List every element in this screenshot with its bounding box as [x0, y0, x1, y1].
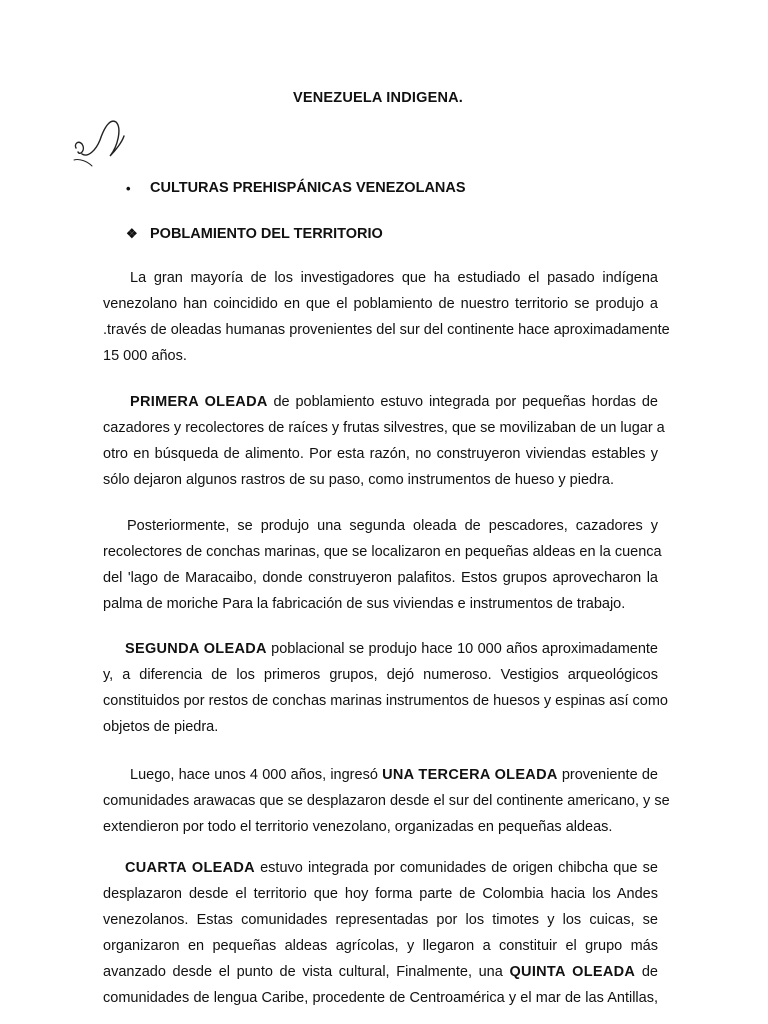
text-line: extendieron por todo el territorio venezolano, organizadas en pequeñas aldeas.	[103, 819, 613, 835]
text-span: de poblamiento estuvo integrada por pequeñas hordas de	[267, 394, 658, 410]
section-heading-text: POBLAMIENTO DEL TERRITORIO	[150, 226, 383, 242]
term-primera-oleada: PRIMERA OLEADA	[130, 394, 268, 410]
text-line: del 'lago de Maracaibo, donde construyeron palafitos. Estos grupos aprovecharon la	[103, 570, 658, 586]
bullet-dot-icon: •	[126, 180, 131, 196]
bullet-heading	[126, 180, 466, 196]
text-line	[103, 762, 658, 788]
text-line: objetos de piedra.	[103, 719, 219, 735]
four-diamond-bullet-icon: ❖	[126, 226, 138, 241]
text-line	[103, 389, 658, 415]
text-line: comunidades arawacas que se desplazaron desde el sur del continente americano, y se	[103, 793, 670, 809]
text-line: organizaron en pequeñas aldeas agrícolas, y llegaron a constituir el grupo más	[103, 938, 658, 954]
text-line: otro en búsqueda de alimento. Por esta razón, no construyeron viviendas estables y	[103, 446, 658, 462]
text-line: Posteriormente, se produjo una segunda oleada de pescadores, cazadores y	[127, 518, 658, 534]
text-line	[103, 959, 658, 985]
paragraph-intro	[103, 265, 670, 369]
text-line: sólo dejaron algunos rastros de su paso, como instrumentos de hueso y piedra.	[103, 472, 615, 488]
term-tercera-oleada: UNA TERCERA OLEADA	[382, 767, 558, 783]
text-line: constituidos por restos de conchas marinas instrumentos de huesos y espinas así como	[103, 693, 668, 709]
paragraph-segunda-oleada	[103, 636, 668, 740]
text-span: proveniente de	[557, 767, 658, 783]
bullet-heading-text: CULTURAS PREHISPÁNICAS VENEZOLANAS	[150, 180, 466, 196]
text-line: cazadores y recolectores de raíces y frutas silvestres, que se movilizaban de un lugar a	[103, 420, 665, 436]
term-cuarta-oleada: CUARTA OLEADA	[125, 860, 255, 876]
text-line: 15 000 años.	[103, 348, 187, 364]
term-segunda-oleada: SEGUNDA OLEADA	[125, 641, 267, 657]
paragraph-tercera-oleada	[103, 762, 670, 840]
text-line: .través de oleadas humanas provenientes del sur del continente hace aproximadamente	[103, 322, 670, 338]
handwritten-scribble-icon	[70, 100, 130, 170]
text-line: venezolanos. Estas comunidades representadas por los timotes y los cuicas, se	[103, 912, 658, 928]
text-line: recolectores de conchas marinas, que se localizaron en pequeñas aldeas en la cuenca	[103, 544, 662, 560]
paragraph-cuarta-oleada	[103, 855, 658, 1011]
text-span: avanzado desde el punto de vista cultural, Finalmente, una	[103, 964, 510, 980]
text-span: de	[635, 964, 658, 980]
paragraph-primera-oleada	[103, 389, 665, 493]
text-line	[103, 636, 658, 662]
text-span: estuvo integrada por comunidades de origen chibcha que se	[254, 860, 658, 876]
text-span: poblacional se produjo hace 10 000 años aproximadamente	[266, 641, 658, 657]
term-quinta-oleada: QUINTA OLEADA	[509, 964, 636, 980]
text-line: desplazaron desde el territorio que hoy forma parte de Colombia hacia los Andes	[103, 886, 658, 902]
document-title: VENEZUELA INDIGENA.	[292, 90, 464, 106]
text-line: comunidades de lengua Caribe, procedente de Centroamérica y el mar de las Antillas,	[103, 990, 658, 1006]
text-line: La gran mayoría de los investigadores que ha estudiado el pasado indígena	[130, 270, 658, 286]
text-line: palma de moriche Para la fabricación de sus viviendas e instrumentos de trabajo.	[103, 596, 626, 612]
section-heading	[126, 226, 383, 242]
text-line: venezolano han coincidido en que el poblamiento de nuestro territorio se produjo a	[103, 296, 658, 312]
text-line: y, a diferencia de los primeros grupos, dejó numeroso. Vestigios arqueológicos	[103, 667, 658, 683]
text-line	[103, 855, 658, 881]
paragraph-posteriormente	[103, 513, 662, 617]
text-span: Luego, hace unos 4 000 años, ingresó	[130, 767, 383, 783]
